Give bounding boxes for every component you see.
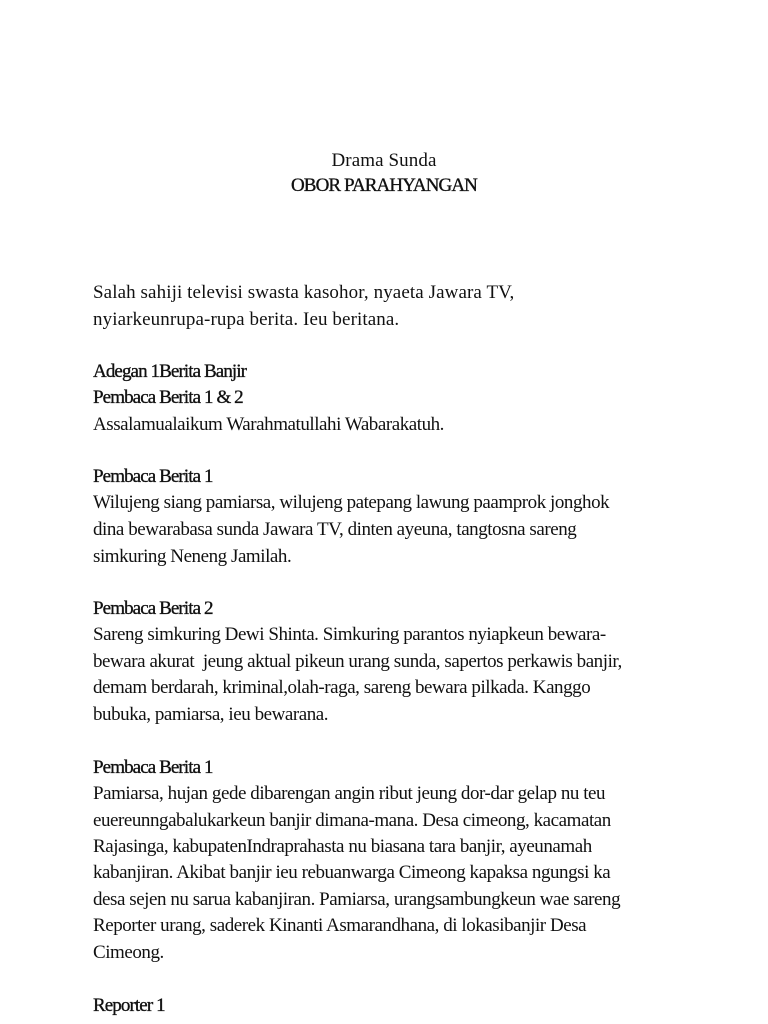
dialogue-line: desa sejen nu sarua kabanjiran. Pamiarsa, urangsambungkeun wae sareng — [93, 889, 621, 910]
dialogue-line: simkuring Neneng Jamilah. — [93, 546, 292, 567]
dialogue-line: Cimeong. — [93, 942, 164, 963]
document-subtitle: Drama Sunda — [331, 150, 437, 171]
dialogue-line: Assalamualaikum Warahmatullahi Wabarakatuh. — [93, 414, 444, 435]
dialogue-line: Sareng simkuring Dewi Shinta. Simkuring parantos nyiapkeun bewara- — [93, 624, 606, 645]
dialogue-line: euereunngabalukarkeun banjir dimana-mana. Desa cimeong, kacamatan — [93, 810, 611, 831]
speaker-label: Pembaca Berita 1 — [93, 466, 213, 487]
intro-line: Salah sahiji televisi swasta kasohor, nyaeta Jawara TV, — [93, 282, 515, 303]
document-title: OBOR PARAHYANGAN — [290, 175, 478, 196]
dialogue-line: kabanjiran. Akibat banjir ieu rebuanwarga Cimeong kapaksa ngungsi ka — [93, 862, 611, 883]
dialogue-line: Pamiarsa, hujan gede dibarengan angin ribut jeung dor-dar gelap nu teu — [93, 783, 606, 804]
intro-line: nyiarkeunrupa-rupa berita. Ieu beritana. — [93, 309, 400, 330]
speaker-label: Reporter 1 — [93, 995, 165, 1016]
dialogue-line: Wilujeng siang pamiarsa, wilujeng patepang lawung paamprok jonghok — [93, 492, 610, 513]
dialogue-line: bewara akurat jeung aktual pikeun urang sunda, sapertos perkawis banjir, — [93, 651, 622, 672]
dialogue-line: Reporter urang, saderek Kinanti Asmarandhana, di lokasibanjir Desa — [93, 915, 587, 936]
speaker-label: Pembaca Berita 1 — [93, 757, 213, 778]
dialogue-line: bubuka, pamiarsa, ieu bewarana. — [93, 704, 329, 725]
speaker-label: Pembaca Berita 2 — [93, 598, 213, 619]
dialogue-line: demam berdarah, kriminal,olah-raga, sareng bewara pilkada. Kanggo — [93, 677, 591, 698]
speaker-label: Pembaca Berita 1 & 2 — [93, 387, 243, 408]
scene-heading: Adegan 1Berita Banjir — [93, 361, 247, 382]
dialogue-line: Rajasinga, kabupatenIndraprahasta nu biasana tara banjir, ayeunamah — [93, 836, 592, 857]
dialogue-line: dina bewarabasa sunda Jawara TV, dinten ayeuna, tangtosna sareng — [93, 519, 577, 540]
